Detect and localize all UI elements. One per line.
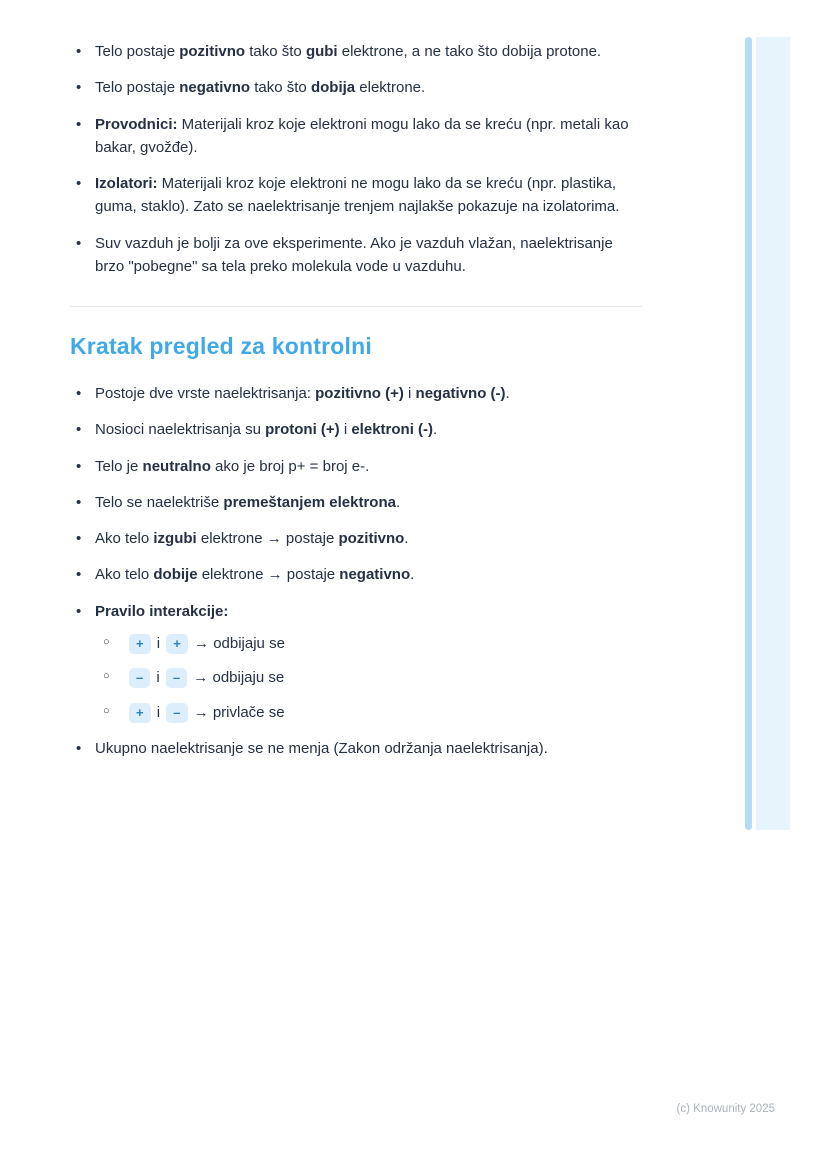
- text-run: ako je broj p+ = broj e-.: [210, 457, 370, 475]
- list-item: [70, 76, 642, 99]
- section-divider: [70, 306, 642, 307]
- text-run: elektrone → postaje: [197, 566, 340, 584]
- bold-text: Provodnici:: [95, 115, 178, 133]
- text-run: Ako telo: [95, 566, 154, 584]
- text-run: Materijali kroz koje elektroni mogu lako da se kreću (npr. metali kao bakar, gvožđe).: [95, 115, 629, 156]
- text-run: → odbijaju se: [189, 669, 285, 687]
- text-run: elektrone → postaje: [196, 530, 339, 547]
- charge-badge: –: [166, 703, 187, 723]
- sub-list-item: [95, 633, 642, 656]
- list-item: [70, 232, 642, 279]
- list-item: [70, 737, 642, 760]
- text-run: Ukupno naelektrisanje se ne menja (Zakon održanja naelektrisanja).: [95, 740, 548, 758]
- text-run: Telo se naelektriše: [95, 493, 224, 511]
- list-item: [70, 527, 642, 550]
- list-item: [70, 382, 642, 405]
- bold-text: pozitivno: [338, 530, 405, 547]
- bold-text: neutralno: [142, 457, 211, 475]
- vertical-accent-bar: [745, 37, 752, 830]
- sub-list-item: [95, 667, 642, 690]
- bold-text: negativno: [339, 566, 411, 584]
- text-run: i: [152, 703, 165, 721]
- list-item: [70, 40, 642, 63]
- text-run: i: [152, 634, 165, 652]
- bold-text: Pravilo interakcije:: [95, 602, 229, 620]
- text-run: i: [403, 385, 416, 402]
- text-run: .: [505, 385, 510, 402]
- text-run: .: [410, 566, 415, 584]
- text-run: → privlače se: [189, 703, 285, 721]
- text-run: tako što: [245, 43, 306, 60]
- text-run: Ako telo: [95, 530, 154, 547]
- bold-text: negativno: [179, 79, 251, 97]
- text-run: Nosioci naelektrisanja su: [95, 421, 266, 439]
- copyright-footer: (c) Knowunity 2025: [676, 1103, 775, 1115]
- bold-text: negativno (-): [415, 385, 506, 402]
- list-item: [70, 418, 642, 441]
- bold-text: dobije: [153, 566, 198, 584]
- text-run: Materijali kroz koje elektroni ne mogu lako da se kreću (npr. plastika, guma, staklo). Zato se naelektrisanje trenjem najlakše pokazuje na izolatorima.: [95, 175, 620, 216]
- bold-text: protoni (+): [265, 421, 340, 439]
- list-item: [70, 172, 642, 219]
- charge-badge: –: [166, 668, 187, 688]
- text-run: Telo je: [95, 457, 143, 475]
- bold-text: premeštanjem elektrona: [223, 493, 396, 511]
- list-item: [70, 600, 642, 725]
- text-run: Telo postaje: [95, 79, 180, 97]
- charge-badge: +: [129, 703, 151, 723]
- text-run: .: [395, 493, 401, 511]
- charge-badge: +: [129, 634, 151, 654]
- text-run: i: [152, 669, 164, 687]
- text-run: → odbijaju se: [189, 634, 285, 652]
- text-run: elektrone.: [355, 79, 426, 97]
- summary-list: [70, 382, 642, 761]
- charge-badge: –: [129, 668, 150, 688]
- text-run: tako što: [250, 79, 311, 97]
- text-run: Telo postaje: [95, 43, 180, 60]
- bold-text: izgubi: [153, 530, 197, 547]
- bold-text: gubi: [305, 43, 338, 60]
- text-run: Suv vazduh je bolji za ove eksperimente. Ako je vazduh vlažan, naelektrisanje brzo "pobegne" sa tela preko molekula vode u vazduhu.: [95, 234, 613, 275]
- charge-badge: +: [166, 634, 188, 654]
- sub-list-item: [95, 702, 642, 725]
- text-run: i: [339, 421, 352, 439]
- list-item: [70, 113, 642, 160]
- bold-text: elektroni (-): [351, 421, 434, 439]
- section-heading: Kratak pregled za kontrolni: [70, 333, 372, 359]
- text-run: .: [433, 421, 438, 439]
- side-highlight-panel: [756, 37, 790, 830]
- bold-text: Izolatori:: [95, 175, 158, 192]
- list-item: [70, 491, 642, 514]
- bold-text: pozitivno: [179, 43, 246, 60]
- text-run: Postoje dve vrste naelektrisanja:: [95, 385, 316, 402]
- notes-content: [70, 40, 642, 774]
- sub-list: [95, 633, 642, 725]
- notes-list: [70, 40, 642, 278]
- bold-text: pozitivno (+): [315, 385, 404, 402]
- list-item: [70, 563, 642, 586]
- bold-text: dobija: [310, 79, 356, 97]
- text-run: .: [404, 530, 409, 547]
- text-run: elektrone, a ne tako što dobija protone.: [337, 43, 602, 60]
- list-item: [70, 455, 642, 478]
